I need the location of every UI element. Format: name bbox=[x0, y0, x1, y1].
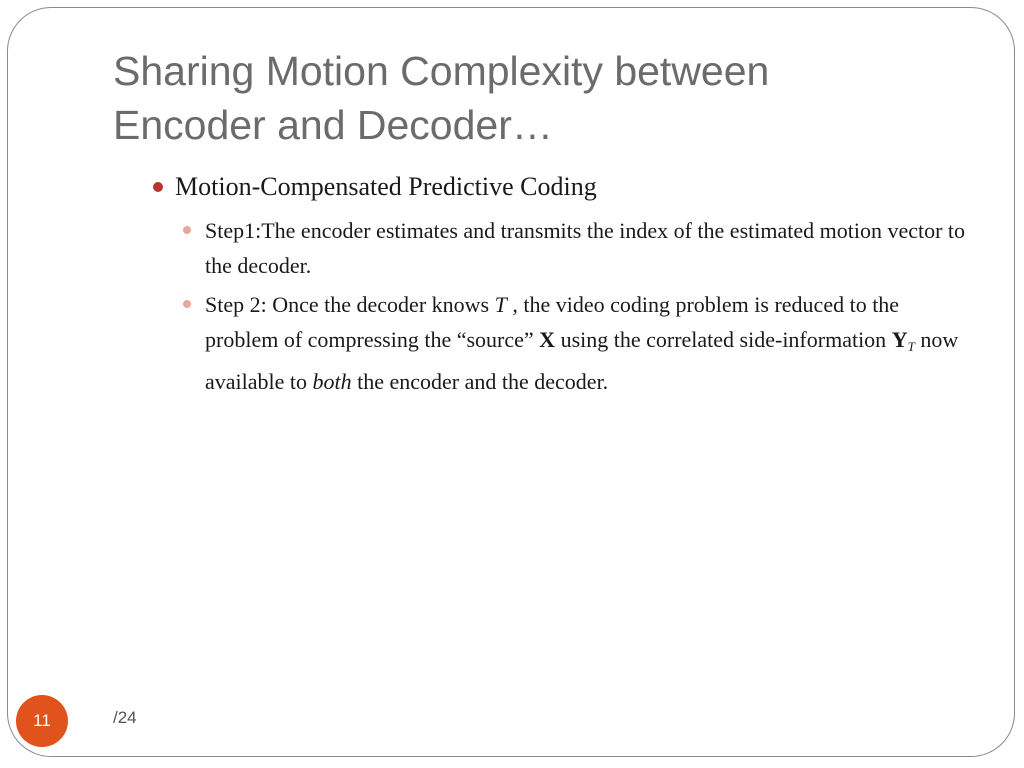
bullet-motion-compensated bbox=[150, 168, 970, 206]
variable-t: T bbox=[494, 292, 507, 317]
step2-text-part2: , the video coding problem is reduced to the problem of compressing the “source” bbox=[205, 292, 900, 352]
step2-text-part1: Step 2: Once the decoder knows bbox=[205, 292, 495, 317]
page-total: /24 bbox=[113, 708, 137, 727]
sub-bullet-step1 bbox=[180, 213, 970, 283]
sub-bullet-step2 bbox=[180, 287, 970, 399]
bullet-label: Motion-Compensated Predictive Coding bbox=[175, 172, 597, 201]
sub-bullet-dot-icon bbox=[183, 226, 191, 234]
step2-text-part3: using the correlated side-information bbox=[555, 327, 892, 352]
slide-title-line-2: Encoder and Decoder… bbox=[113, 102, 553, 148]
page-number-badge: 11 bbox=[16, 695, 68, 747]
slide-title bbox=[113, 44, 933, 152]
bullet-dot-icon bbox=[153, 182, 163, 192]
slide-content bbox=[150, 168, 970, 399]
step1-text: Step1:The encoder estimates and transmits the index of the estimated motion vector to the decoder. bbox=[205, 218, 966, 278]
step2-text-part4: now available to bbox=[205, 327, 959, 394]
step2-text-part5: the encoder and the decoder. bbox=[351, 369, 609, 394]
variable-y: Y bbox=[891, 327, 908, 352]
sub-bullet-dot-icon bbox=[183, 300, 191, 308]
variable-y-subscript: T bbox=[907, 339, 915, 354]
emphasis-both: both bbox=[312, 369, 352, 394]
slide-title-line-1: Sharing Motion Complexity between bbox=[113, 48, 770, 94]
variable-x: X bbox=[539, 327, 556, 352]
